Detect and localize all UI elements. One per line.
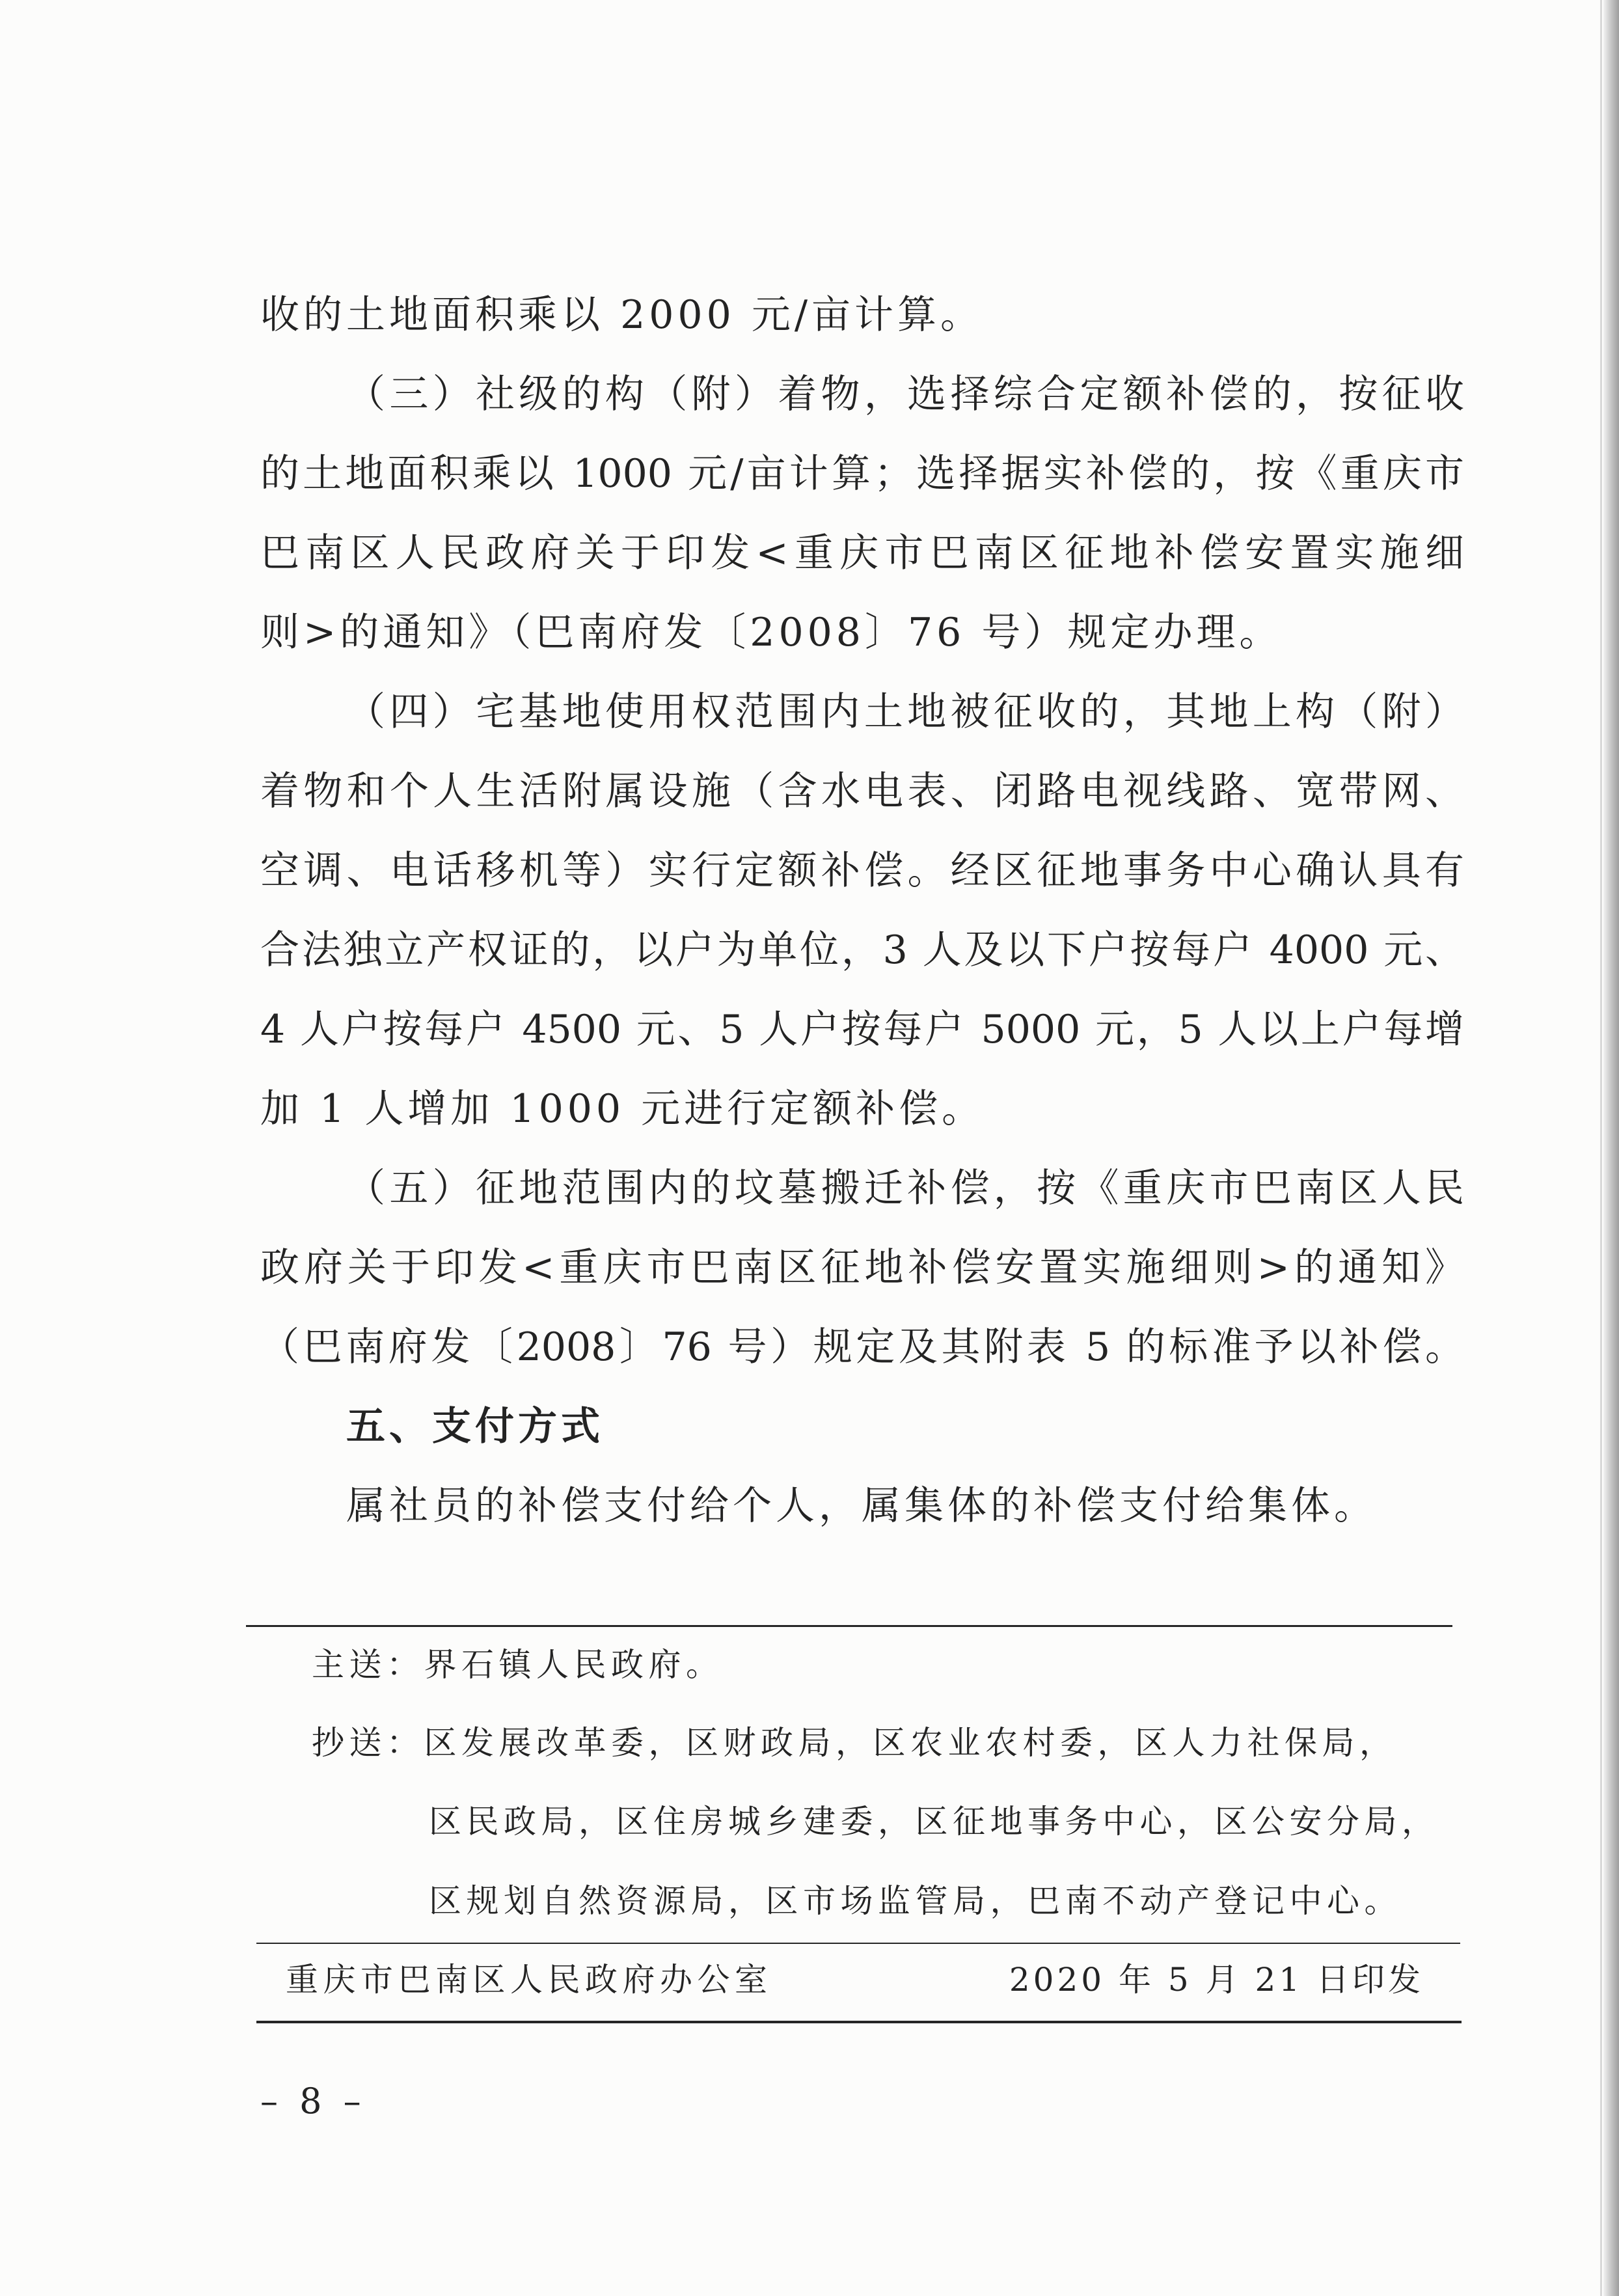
cc-line: 区发展改革委，区财政局，区农业农村委，区人力社保局， <box>424 1724 1397 1762</box>
section-paragraph: 属社员的补偿支付给个人，属集体的补偿支付给集体。 <box>346 1483 1377 1529</box>
scan-edge-line <box>1600 0 1602 2296</box>
cc-line: 区规划自然资源局，区市场监管局，巴南不动产登记中心。 <box>429 1882 1402 1920</box>
cc-line: 区民政局，区住房城乡建委，区征地事务中心，区公安分局， <box>429 1803 1439 1840</box>
paragraph-line: （巴南府发〔2008〕76 号）规定及其附表 5 的标准予以补偿。 <box>260 1324 1464 1370</box>
distribution-top-rule <box>246 1625 1452 1627</box>
section-heading: 五、支付方式 <box>346 1404 604 1449</box>
issuance-top-rule <box>256 1943 1460 1944</box>
paragraph-line: （五）征地范围内的坟墓搬迁补偿，按《重庆市巴南区人民 <box>346 1166 1464 1211</box>
page-number: – 8 – <box>260 2081 366 2122</box>
scan-edge-shadow <box>1603 0 1619 2296</box>
issuance-bottom-rule <box>256 2021 1462 2023</box>
paragraph-line: 加 1 人增加 1000 元进行定额补偿。 <box>260 1086 985 1132</box>
document-body <box>260 275 1464 1546</box>
paragraph-line: （四）宅基地使用权范围内土地被征收的，其地上构（附） <box>346 689 1464 735</box>
paragraph-line: 空调、电话移机等）实行定额补偿。经区征地事务中心确认具有 <box>260 848 1464 894</box>
paragraph-line: 政府关于印发<重庆市巴南区征地补偿安置实施细则>的通知》 <box>260 1245 1464 1291</box>
paragraph-line: 巴南区人民政府关于印发<重庆市巴南区征地补偿安置实施细 <box>260 530 1464 576</box>
cc-label: 抄送： <box>312 1724 424 1762</box>
main-recipient-label: 主送： <box>312 1646 424 1684</box>
paragraph-line: 的土地面积乘以 1000 元/亩计算；选择据实补偿的，按《重庆市 <box>260 451 1464 497</box>
main-recipient-row <box>312 1645 724 1684</box>
paragraph-line: （三）社级的构（附）着物，选择综合定额补偿的，按征收 <box>346 372 1464 417</box>
paragraph-line: 收的土地面积乘以 2000 元/亩计算。 <box>260 292 984 338</box>
issue-date: 2020 年 5 月 21 日印发 <box>1009 1961 1424 1999</box>
main-recipient: 界石镇人民政府。 <box>424 1646 724 1684</box>
paragraph-line: 合法独立产权证的，以户为单位，3 人及以下户按每户 4000 元、 <box>260 927 1464 973</box>
paragraph-line: 4 人户按每户 4500 元、5 人户按每户 5000 元，5 人以上户每增 <box>260 1007 1464 1052</box>
issuer: 重庆市巴南区人民政府办公室 <box>286 1961 772 1999</box>
paragraph-line: 则>的通知》（巴南府发〔2008〕76 号）规定办理。 <box>260 610 1283 655</box>
paragraph-line: 着物和个人生活附属设施（含水电表、闭路电视线路、宽带网、 <box>260 769 1464 814</box>
cc-row <box>312 1723 1397 1762</box>
